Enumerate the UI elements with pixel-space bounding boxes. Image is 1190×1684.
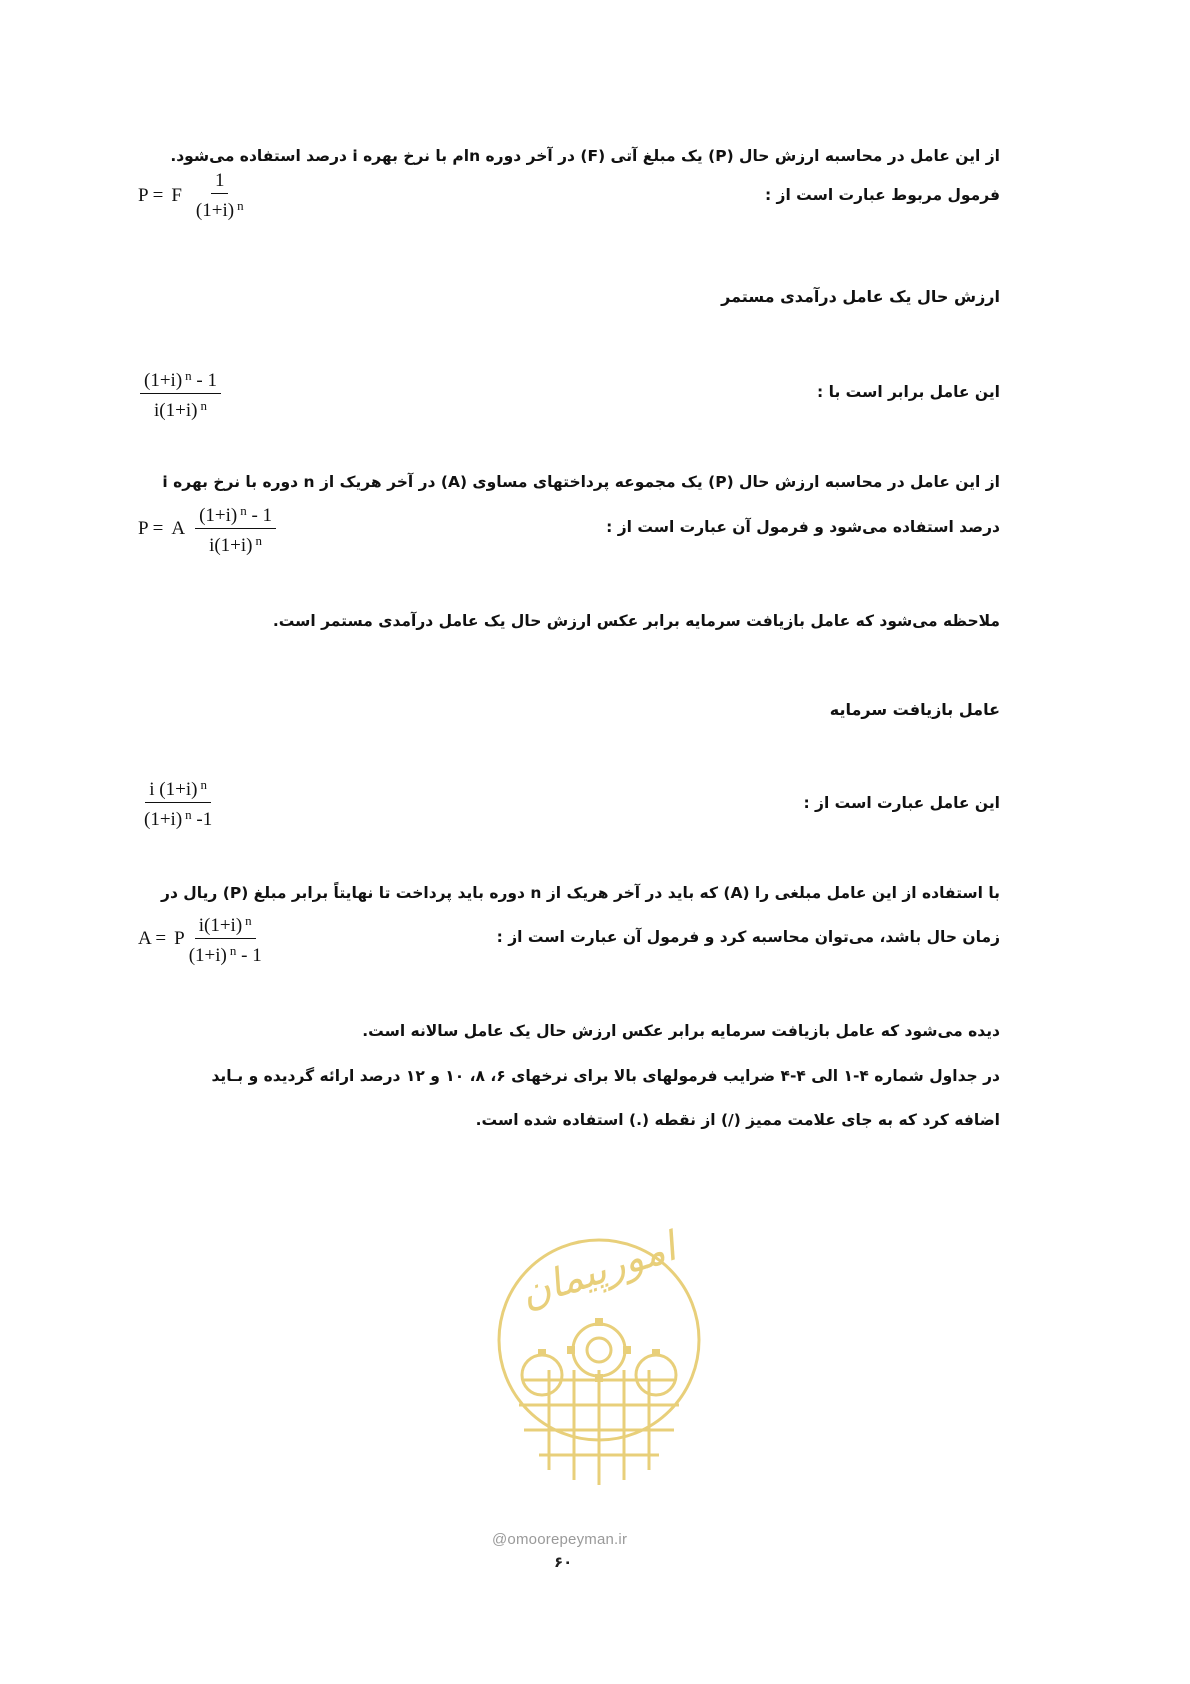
formula-fraction: [195, 500, 276, 557]
paragraph-series-usage-line1: از این عامل در محاسبه ارزش حال (P) یک مجموعه پرداختهای مساوی (A) در آخر هریک از n دوره با نرخ بهره i: [162, 473, 1000, 491]
fraction-numerator: 1: [211, 170, 229, 194]
fraction-denominator: (1+i) $^n$: [195, 198, 244, 221]
formula-lhs: P =: [138, 517, 164, 539]
paragraph-conclusion-line2: در جداول شماره ۴-۱ الی ۴-۴ ضرایب فرمولهای بالا برای نرخهای ۶، ۸، ۱۰ و ۱۲ درصد ارائه گردیده و بـاید: [211, 1067, 1000, 1085]
formula-annuity: [138, 910, 266, 967]
formula-present-worth-single: [138, 170, 248, 222]
formula-fraction: [140, 365, 221, 422]
svg-text:امورپیمان: امورپیمان: [514, 1223, 682, 1318]
formula-lhs: P =: [138, 185, 164, 206]
paragraph-series-usage-line2: درصد استفاده می‌شود و فرمول آن عبارت است از :: [606, 518, 1000, 536]
page-number: ۶۰: [554, 1553, 573, 1571]
formula-fraction: [185, 910, 266, 967]
fraction-denominator: (1+i) $^n$ - 1: [188, 943, 262, 966]
fraction-denominator: (1+i) $^n$ -1: [144, 807, 213, 830]
formula-fraction: [140, 774, 216, 831]
fraction-numerator: (1+i) $^n$ - 1: [140, 365, 221, 394]
fraction-denominator: i(1+i) $^n$: [209, 533, 263, 556]
paragraph-present-worth-line2: فرمول مربوط عبارت است از :: [764, 186, 1000, 204]
paragraph-conclusion-line3: اضافه کرد که به جای علامت ممیز (/) از نقطه (.) استفاده شده است.: [475, 1111, 1000, 1129]
fraction-numerator: i(1+i) $^n$: [195, 910, 256, 939]
fraction-denominator: i(1+i) $^n$: [154, 398, 207, 421]
paragraph-factor-equals: این عامل برابر است با :: [817, 383, 1000, 401]
watermark-url: @omoorepeyman.ir: [492, 1531, 628, 1548]
formula-series-present-worth-factor: [136, 365, 221, 422]
formula-coefficient: F: [171, 185, 182, 206]
heading-uniform-series-present-worth: ارزش حال یک عامل درآمدی مستمر: [721, 287, 1000, 306]
paragraph-present-worth-line1: از این عامل در محاسبه ارزش حال (P) یک مبلغ آتی (F) در آخر دوره nام با نرخ بهره i درصد استفاده می‌شود.: [170, 147, 1000, 165]
formula-present-worth-series: [138, 500, 276, 557]
paragraph-factor-is: این عامل عبارت است از :: [803, 794, 1000, 812]
fraction-numerator: (1+i) $^n$ - 1: [195, 500, 276, 529]
paragraph-conclusion-line1: دیده می‌شود که عامل بازیافت سرمایه برابر عکس ارزش حال یک عامل سالانه است.: [362, 1022, 1000, 1040]
formula-capital-recovery-factor: [136, 774, 216, 831]
heading-capital-recovery: عامل بازیافت سرمایه: [829, 700, 1000, 719]
formula-coefficient: A: [171, 517, 186, 539]
paragraph-annuity-usage-line2: زمان حال باشد، می‌توان محاسبه کرد و فرمول آن عبارت است از :: [496, 928, 1000, 946]
fraction-numerator: i (1+i) $^n$: [145, 774, 211, 803]
formula-coefficient: P: [174, 927, 185, 949]
paragraph-capital-recovery-note: ملاحظه می‌شود که عامل بازیافت سرمایه برابر عکس ارزش حال یک عامل درآمدی مستمر است.: [272, 612, 1000, 630]
formula-lhs: A =: [138, 927, 167, 949]
paragraph-annuity-usage-line1: با استفاده از این عامل مبلغی را (A) که باید در آخر هریک از n دوره باید پرداخت تا نهایتاً برابر مبلغ (P) ریال در: [161, 884, 1000, 902]
formula-fraction: [192, 170, 248, 222]
watermark-logo: [494, 1205, 704, 1510]
